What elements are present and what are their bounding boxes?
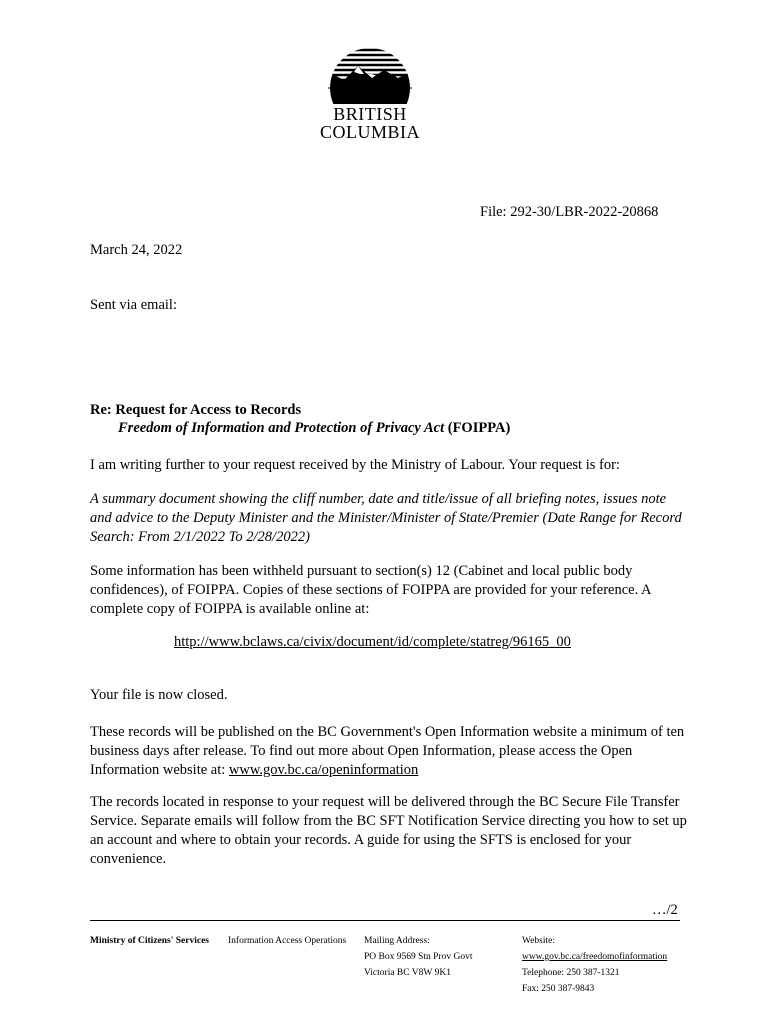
fax: Fax: 250 387-9843 [522,984,595,994]
request-description: A summary document showing the cliff number, date and title/issue of all briefing notes, issues note and advice to the Deputy Minister and the Minister/Minister of State/Premier (Date Range for Record Search: From 2/1/2022 To 2/28/2022) [90,491,682,545]
open-info-paragraph [90,723,690,780]
sfts-paragraph: The records located in response to your request will be delivered through the BC Secure File Transfer Service. Separate emails will follow from the BC SFT Notification Service directing you how to set up an account and where to obtain your records. A guide for using the SFTS is enclosed for your convenience. [90,794,687,867]
withheld-paragraph: Some information has been withheld pursuant to section(s) 12 (Cabinet and local public body confidences), of FOIPPA. Copies of these sections of FOIPPA are provided for your reference. A complete copy of FOIPPA is available online at: [90,563,651,617]
file-closed-line: Your file is now closed. [90,687,228,703]
act-line [118,419,510,438]
open-info-link[interactable]: www.gov.bc.ca/openinformation [228,762,419,778]
telephone: Telephone: 250 387-1321 [522,968,620,978]
open-info-text: These records will be published on the BC Government's Open Information website a minimum of ten business days after release. To find out more about Open Information, please access the Open Information website at: [90,724,685,778]
logo-line-columbia: COLUMBIA [319,122,420,142]
footer-ministry: Ministry of Citizens' Services [90,936,209,946]
foippa-link[interactable]: http://www.bclaws.ca/civix/document/id/complete/statreg/96165_00 [174,634,571,650]
letter-date: March 24, 2022 [90,242,183,258]
footer-operations: Information Access Operations [228,936,347,946]
footer-website-block [522,933,667,997]
website-link[interactable]: www.gov.bc.ca/freedomofinformation [522,952,668,962]
footer-divider [90,920,680,921]
sent-via-line: Sent via email: [90,297,177,313]
act-abbrev: (FOIPPA) [444,420,511,436]
bc-logo [314,44,426,144]
mailing-label: Mailing Address: [364,936,430,946]
footer-mailing-address [364,933,472,981]
intro-paragraph: I am writing further to your request received by the Ministry of Labour. Your request is for: [90,457,620,473]
act-name: Freedom of Information and Protection of Privacy Act [118,420,445,436]
file-reference: File: 292-30/LBR-2022-20868 [480,204,659,220]
mailing-line-2: Victoria BC V8W 9K1 [364,968,451,978]
mailing-line-1: PO Box 9569 Stn Prov Govt [364,952,473,962]
website-label: Website: [522,936,556,946]
bc-sun-mountains-icon [314,44,426,104]
page-continuation-marker: …/2 [652,902,678,918]
subject-line: Re: Request for Access to Records [90,402,302,418]
logo-line-british: BRITISH [333,104,407,124]
